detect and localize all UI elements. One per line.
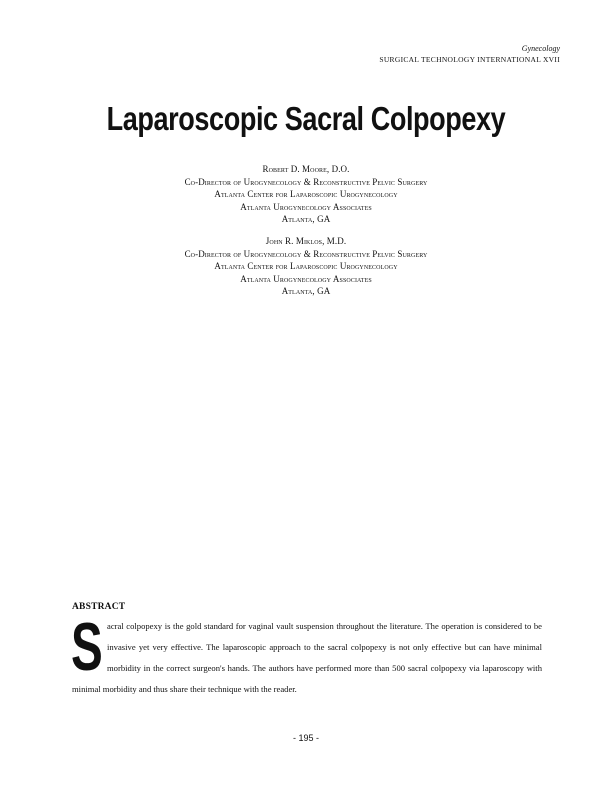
- author-block: [0, 163, 612, 226]
- author-affiliation: Atlanta Center for Laparoscopic Urogynecology: [214, 261, 398, 271]
- author-affiliation: Atlanta Urogynecology Associates: [240, 201, 372, 212]
- author-location: Atlanta, GA: [281, 214, 331, 224]
- author-location: Atlanta, GA: [281, 286, 331, 296]
- section-label: Gynecology: [521, 44, 560, 53]
- author-affiliation: Co-Director of Urogynecology & Reconstructive Pelvic Surgery: [184, 248, 428, 259]
- abstract-text: acral colpopexy is the gold standard for vaginal vault suspension throughout the literature. The operation is considered to be invasive yet very effective. The laparoscopic approach to the sacral colpopexy is not only effective but can have minimal morbidity in the correct surgeon's hands. The authors have performed more than 500 sacral colpopexy via laparoscopy with minimal morbidity and thus share their technique with the reader.: [72, 621, 542, 694]
- page-number: - 195 -: [292, 733, 319, 743]
- author-affiliation: Atlanta Urogynecology Associates: [240, 273, 372, 284]
- drop-cap: S: [71, 609, 103, 685]
- author-affiliation: Co-Director of Urogynecology & Reconstructive Pelvic Surgery: [184, 176, 428, 187]
- author-name: Robert D. Moore, D.O.: [262, 164, 350, 174]
- running-header: [379, 44, 560, 65]
- author-block: [0, 235, 612, 298]
- author-name: John R. Miklos, M.D.: [265, 236, 347, 246]
- abstract-body: [71, 609, 542, 700]
- article-title: Laparoscopic Sacral Colpopexy: [106, 100, 506, 137]
- abstract-heading: ABSTRACT: [72, 602, 126, 612]
- author-affiliation: Atlanta Center for Laparoscopic Urogynecology: [214, 189, 398, 199]
- journal-name: SURGICAL TECHNOLOGY INTERNATIONAL XVII: [379, 55, 560, 64]
